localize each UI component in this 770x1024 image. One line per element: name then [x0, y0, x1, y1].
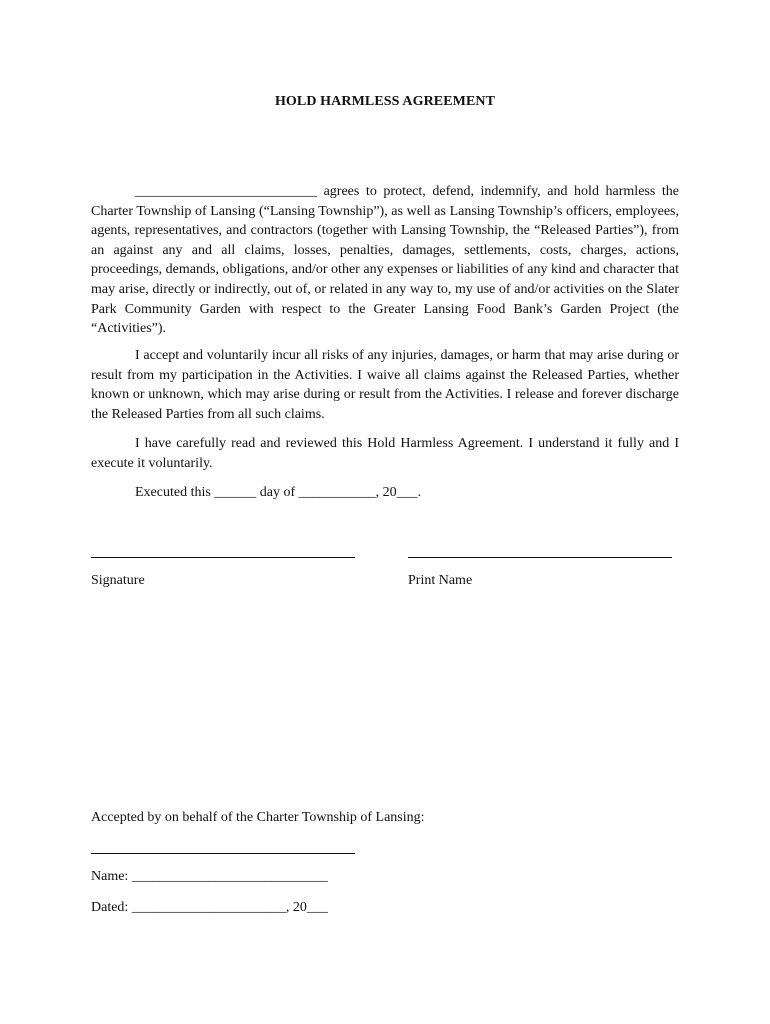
township-name-line: Name: ____________________________	[91, 869, 328, 884]
township-signature-line[interactable]	[91, 853, 355, 854]
risk-acceptance-paragraph-text: I accept and voluntarily incur all risks of any injuries, damages, or harm that may arise during or result from my participation in the Activities. I waive all claims against the Released Parties, whether known or unknown, which may arise during or result from the Activities. I release and forever discharge the Released Parties from all such claims.	[91, 348, 679, 422]
indemnity-paragraph-text: __________________________ agrees to protect, defend, indemnify, and hold harmless the Charter Township of Lansing (“Lansing Township”), as well as Lansing Township’s officers, employees, agents, representatives, and contractors (together with Lansing Township, the “Released Parties”), from an against any and all claims, losses, penalties, damages, settlements, costs, charges, actions, proceedings, demands, obligations, and/or other any expenses or liabilities of any kind and character that may arise, directly or indirectly, out of, or related in any way to, my use of and/or activities on the Slater Park Community Garden with respect to the Greater Lansing Food Bank’s Garden Project (the “Activities”).	[91, 184, 679, 337]
executed-date-text: Executed this ______ day of ___________, 20___.	[135, 485, 422, 500]
acknowledgement-paragraph	[91, 434, 679, 473]
signature-line[interactable]	[91, 557, 355, 558]
accepted-statement: Accepted by on behalf of the Charter Township of Lansing:	[91, 810, 425, 825]
executed-date-line	[91, 483, 679, 503]
signature-label: Signature	[91, 573, 145, 588]
print-name-label: Print Name	[408, 573, 473, 588]
risk-acceptance-paragraph	[91, 346, 679, 424]
indemnity-paragraph	[91, 182, 679, 339]
print-name-line[interactable]	[408, 557, 672, 558]
acknowledgement-paragraph-text: I have carefully read and reviewed this Hold Harmless Agreement. I understand it fully and I execute it voluntarily.	[91, 436, 679, 471]
township-dated-line: Dated: ______________________, 20___	[91, 900, 328, 915]
document-title: HOLD HARMLESS AGREEMENT	[274, 94, 496, 109]
